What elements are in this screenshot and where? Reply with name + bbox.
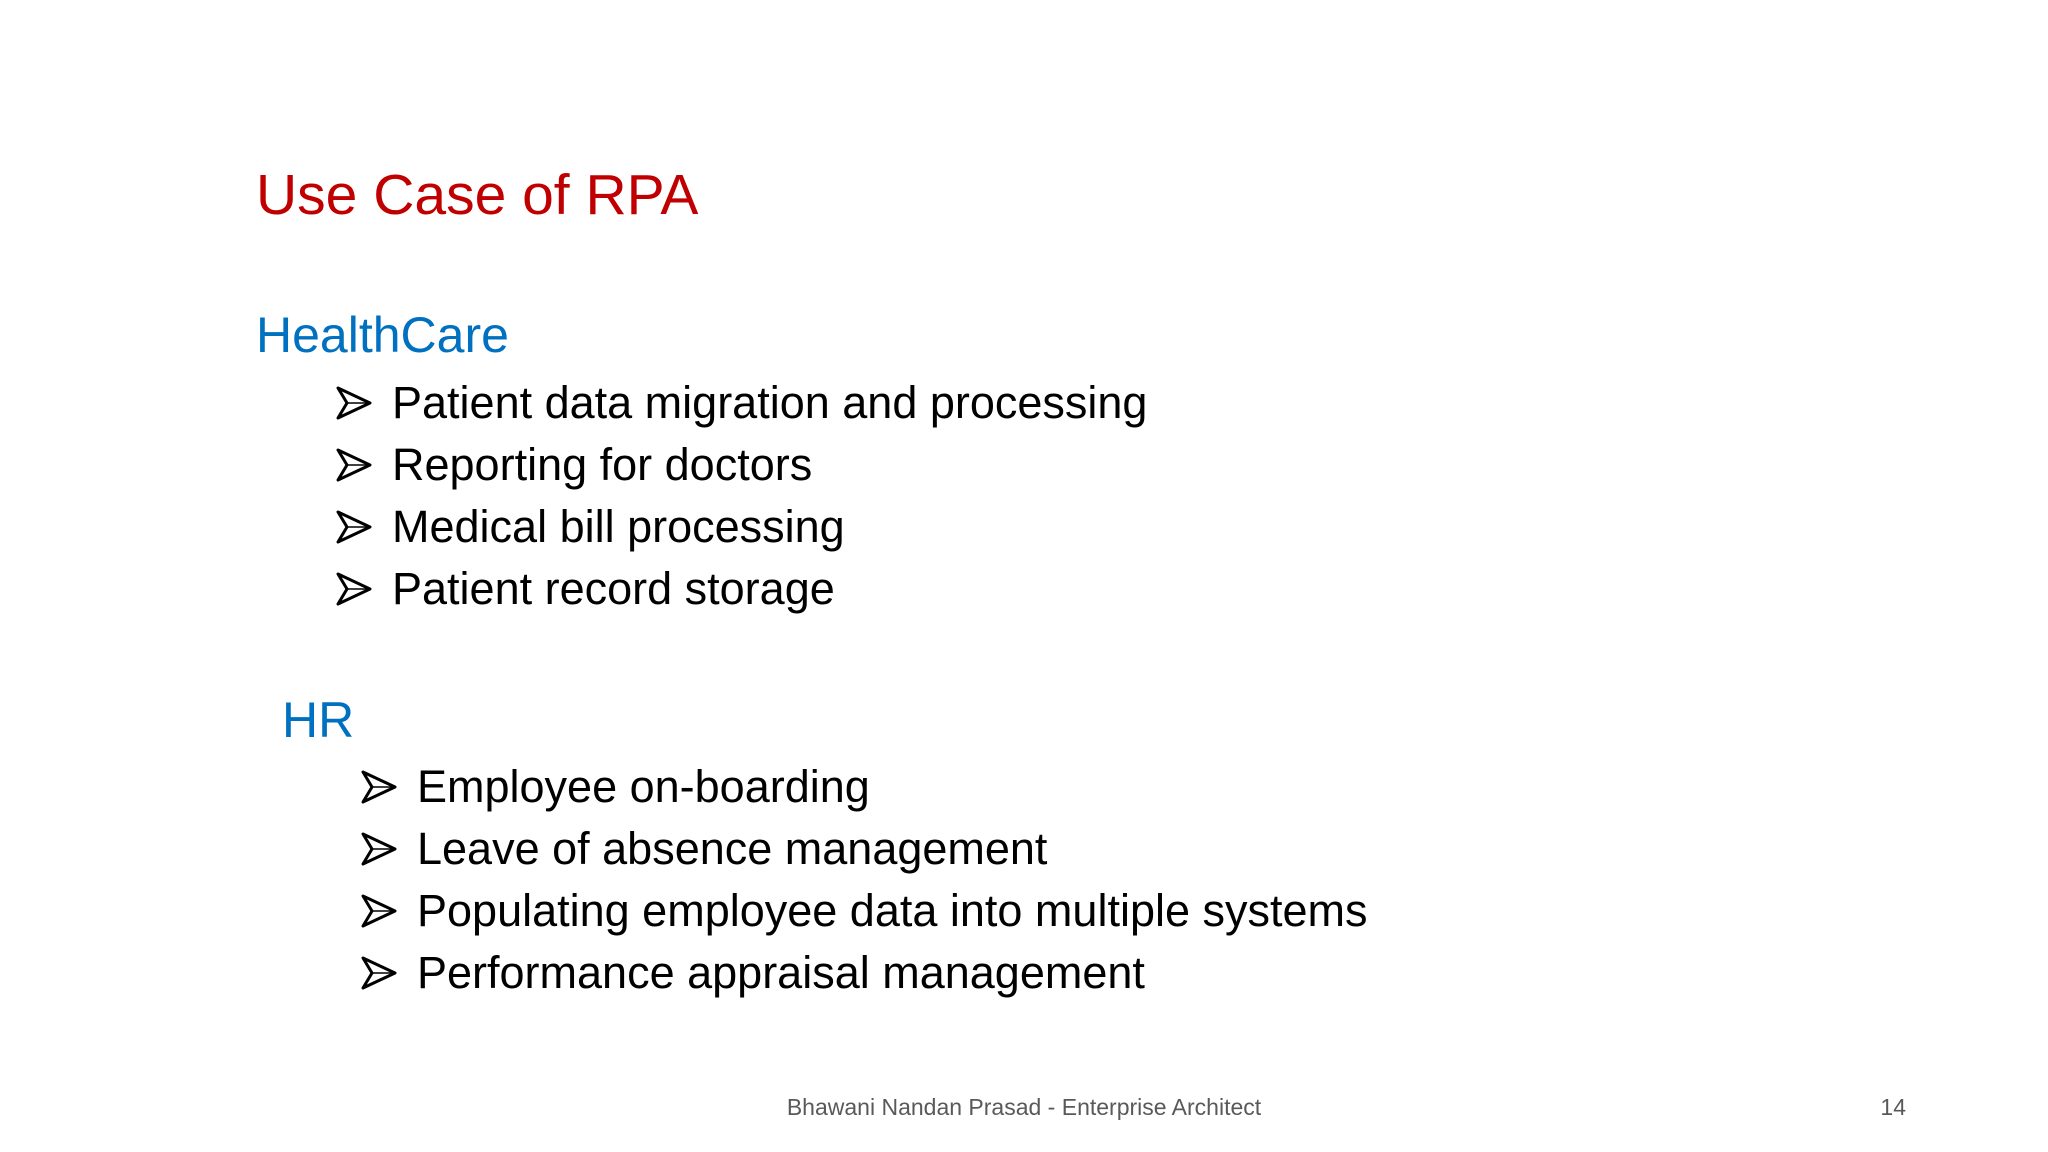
bullet-text: Patient data migration and processing bbox=[392, 377, 1148, 428]
section-heading-hr: HR bbox=[282, 692, 355, 748]
hr-bullet-list bbox=[361, 756, 1368, 1004]
list-item bbox=[361, 818, 1368, 880]
list-item bbox=[336, 372, 1147, 434]
bullet-text: Patient record storage bbox=[392, 563, 835, 614]
list-item bbox=[336, 558, 1147, 620]
page-number: 14 bbox=[1880, 1094, 1906, 1120]
list-item bbox=[361, 880, 1368, 942]
section-heading-healthcare: HealthCare bbox=[256, 307, 509, 363]
bullet-text: Medical bill processing bbox=[392, 501, 845, 552]
arrowhead-bullet-icon bbox=[361, 893, 397, 929]
list-item bbox=[361, 756, 1368, 818]
list-item bbox=[361, 942, 1368, 1004]
bullet-text: Populating employee data into multiple systems bbox=[417, 885, 1368, 936]
arrowhead-bullet-icon bbox=[336, 385, 372, 421]
list-item bbox=[336, 434, 1147, 496]
bullet-text: Leave of absence management bbox=[417, 823, 1048, 874]
bullet-text: Employee on-boarding bbox=[417, 761, 870, 812]
healthcare-bullet-list bbox=[336, 372, 1147, 620]
bullet-text: Reporting for doctors bbox=[392, 439, 813, 490]
arrowhead-bullet-icon bbox=[361, 831, 397, 867]
arrowhead-bullet-icon bbox=[336, 509, 372, 545]
arrowhead-bullet-icon bbox=[336, 447, 372, 483]
slide-title: Use Case of RPA bbox=[256, 163, 699, 227]
arrowhead-bullet-icon bbox=[361, 955, 397, 991]
footer-author: Bhawani Nandan Prasad - Enterprise Architect bbox=[786, 1094, 1262, 1120]
arrowhead-bullet-icon bbox=[336, 571, 372, 607]
bullet-text: Performance appraisal management bbox=[417, 947, 1145, 998]
list-item bbox=[336, 496, 1147, 558]
arrowhead-bullet-icon bbox=[361, 769, 397, 805]
